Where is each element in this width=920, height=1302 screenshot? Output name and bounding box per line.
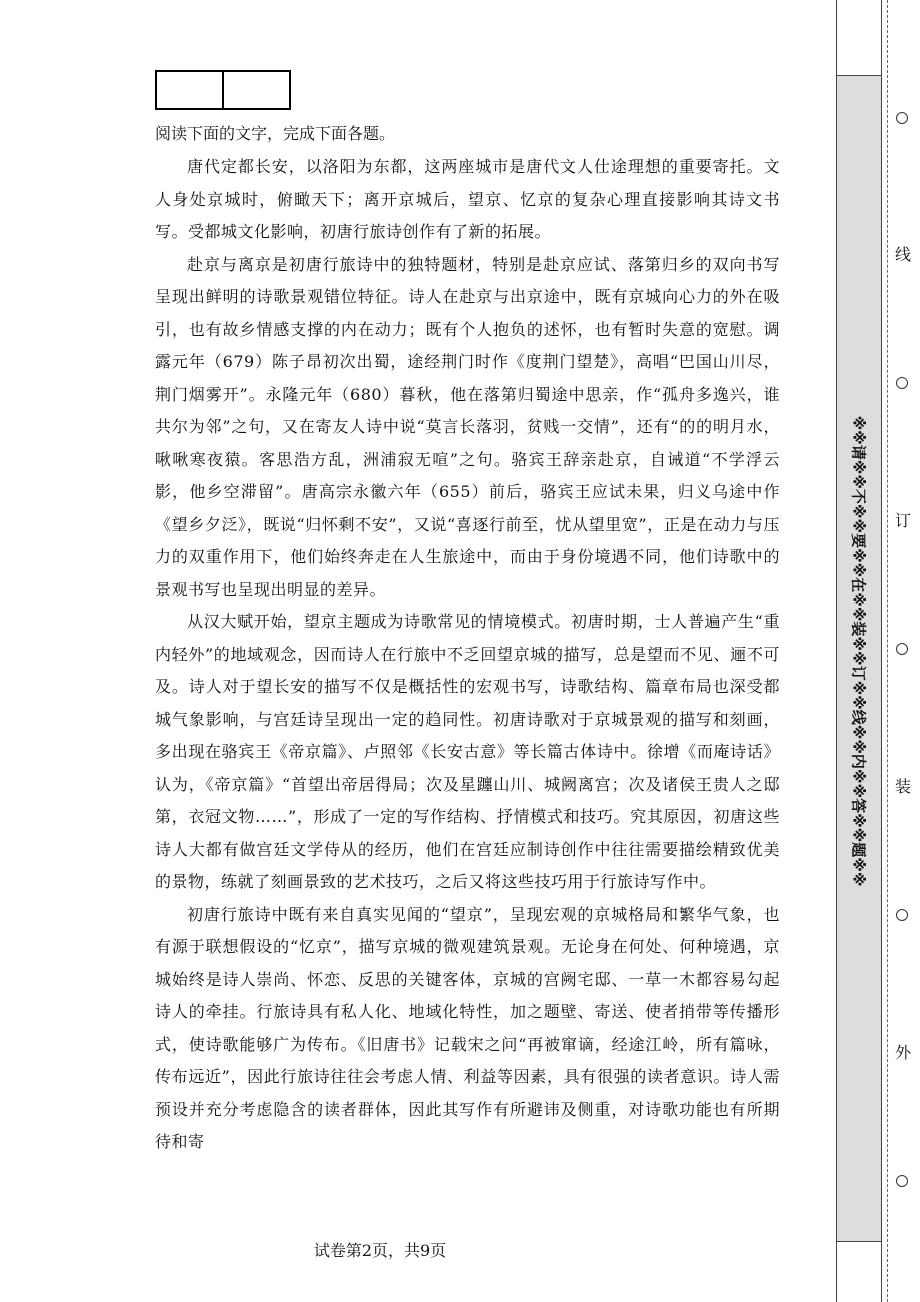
binding-hole-icon: [896, 643, 908, 655]
instruction: 阅读下面的文字，完成下面各题。: [155, 124, 396, 143]
strip-top-blank: [837, 0, 881, 76]
strip-bottom-blank: [837, 1241, 881, 1302]
binding-hole-icon: [896, 909, 908, 921]
score-cell-value: [224, 72, 289, 108]
reading-passage: [155, 151, 780, 1159]
binding-label-zhuang: 装: [893, 774, 913, 797]
binding-label-ding: 订: [893, 508, 913, 531]
score-cell-label: [157, 72, 224, 108]
binding-hole-icon: [896, 112, 908, 124]
paragraph: 从汉大赋开始，望京主题成为诗歌常见的情境模式。初唐时期，士人普遍产生“重内轻外”的地域观念，因而诗人在行旅中不乏回望京城的描写，总是望而不见、逦不可及。诗人对于望长安的描写不仅是概括性的宏观书写，诗歌结构、篇章布局也深受都城气象影响，与宫廷诗呈现出一定的趋同性。初唐诗歌对于京城景观的描写和刻画，多出现在骆宾王《帝京篇》、卢照邻《长安古意》等长篇古体诗中。徐增《而庵诗话》认为，《帝京篇》“首望出帝居得局；次及星躔山川、城阙离宫；次及诸侯王贵人之邸第，衣冠文物……”，形成了一定的写作结构、抒情模式和技巧。究其原因，初唐这些诗人大都有做宫廷文学侍从的经历，他们在宫廷应制诗创作中往往需要描绘精致优美的景物，练就了刻画景致的艺术技巧，之后又将这些技巧用于行旅诗写作中。: [155, 612, 780, 891]
binding-label-wai: 外: [893, 1040, 913, 1063]
paragraph: 赴京与离京是初唐行旅诗中的独特题材，特别是赴京应试、落第归乡的双向书写呈现出鲜明的诗歌景观错位特征。诗人在赴京与出京途中，既有京城向心力的外在吸引，也有故乡情感支撑的内在动力；既有个人抱负的述怀，也有暂时失意的宽慰。调露元年（679）陈子昂初次出蜀，途经荆门时作《度荆门望楚》，高唱“巴国山川尽，荆门烟雾开”。永隆元年（680）暮秋，他在落第归蜀途中思亲，作“孤舟多逸兴，谁共尔为邻”之句，又在寄友人诗中说“莫言长落羽，贫贱一交情”，还有“的的明月水，啾啾寒夜猿。客思浩方乱，洲浦寂无喧”之句。骆宾王辞亲赴京，自诫道“不学浮云影，他乡空滞留”。唐高宗永徽六年（655）前后，骆宾王应试未果，归义乌途中作《望乡夕泛》，既说“归怀剩不安”，又说“喜逐行前至，忧从望里宽”，正是在动力与压力的双重作用下，他们始终奔走在人生旅途中，而由于身份境遇不同，他们诗歌中的景观书写也呈现出明显的差异。: [155, 254, 780, 599]
paragraph: 初唐行旅诗中既有来自真实见闻的“望京”，呈现宏观的京城格局和繁华气象，也有源于联想假设的“忆京”，描写京城的微观建筑景观。无论身在何处、何种境遇，京城始终是诗人崇尚、怀恋、反思的关键客体，京城的宫阙宅邸、一草一木都容易勾起诗人的牵挂。行旅诗具有私人化、地域化特性，加之题壁、寄送、使者捎带等传播形式，使诗歌能够广为传布。《旧唐书》记载宋之问“再被窜谪，经途江岭，所有篇咏，传布远近”，因此行旅诗往往会考虑人情、利益等因素，具有很强的读者意识。诗人需预设并充分考虑隐含的读者群体，因此其写作有所避讳及侧重，对诗歌功能也有所期待和寄: [155, 904, 780, 1151]
paragraph: 唐代定都长安，以洛阳为东都，这两座城市是唐代文人仕途理想的重要寄托。文人身处京城时，俯瞰天下；离开京城后，望京、忆京的复杂心理直接影响其诗文书写。受都城文化影响，初唐行旅诗创作有了新的拓展。: [155, 157, 780, 241]
binding-hole-icon: [896, 377, 908, 389]
page-footer: 试卷第2页，共9页: [313, 1241, 447, 1260]
binding-label-line: 线: [893, 242, 913, 265]
binding-strip: [836, 0, 882, 1302]
score-box: [155, 70, 291, 110]
binding-hole-icon: [896, 1175, 908, 1187]
binding-warning: ※※请※※不※※要※※在※※装※※订※※线※※内※※答※※题※※: [849, 415, 868, 887]
